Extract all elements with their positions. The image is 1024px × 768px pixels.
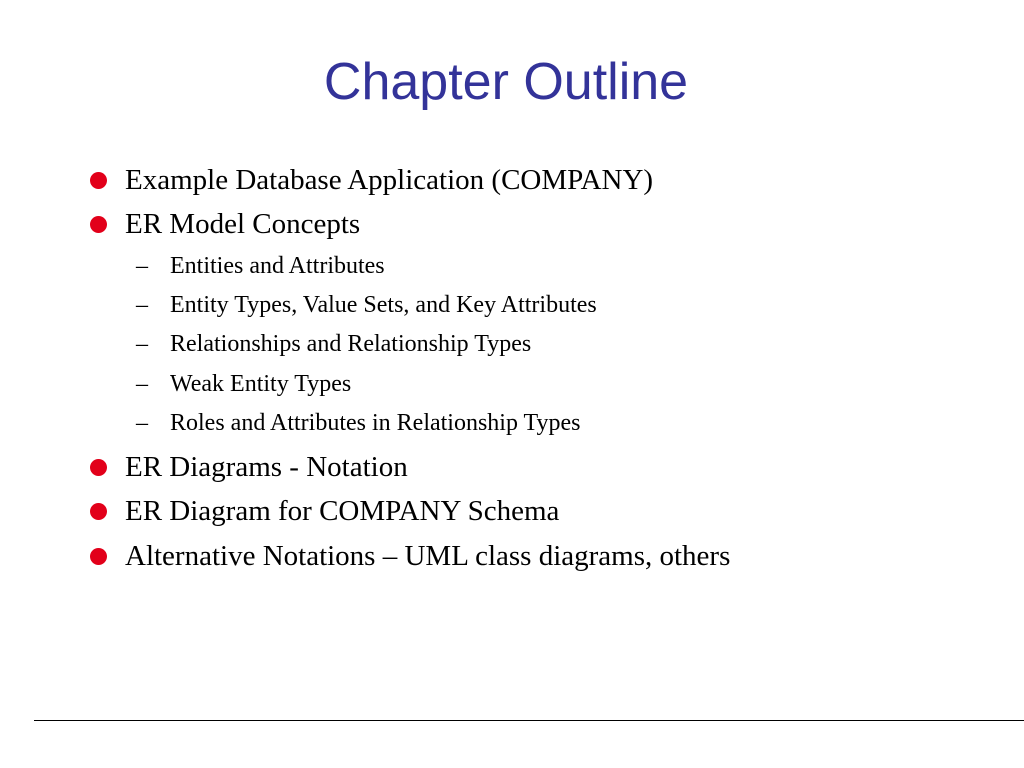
outline-item-er-model-concepts bbox=[90, 204, 360, 244]
dash-icon: – bbox=[136, 330, 148, 357]
outline-item-text: ER Diagrams - Notation bbox=[125, 450, 408, 483]
outline-item-er-diagrams-notation bbox=[90, 447, 408, 487]
bullet-icon bbox=[90, 459, 107, 476]
bullet-icon bbox=[90, 548, 107, 565]
outline-item-text: Alternative Notations – UML class diagrams, others bbox=[125, 539, 731, 572]
outline-item-text: ER Model Concepts bbox=[125, 207, 361, 240]
bullet-icon bbox=[90, 172, 107, 189]
sub-item-text: Weak Entity Types bbox=[170, 370, 352, 397]
sub-item-text: Entity Types, Value Sets, and Key Attributes bbox=[170, 291, 597, 318]
dash-icon: – bbox=[136, 291, 148, 318]
outline-item-text: ER Diagram for COMPANY Schema bbox=[125, 494, 560, 527]
sub-item-roles-attributes bbox=[136, 407, 581, 439]
dash-icon: – bbox=[136, 370, 148, 397]
sub-item-entity-types bbox=[136, 289, 597, 321]
sub-item-entities-attributes bbox=[136, 250, 385, 282]
dash-icon: – bbox=[136, 252, 148, 279]
sub-item-text: Roles and Attributes in Relationship Types bbox=[170, 409, 581, 436]
dash-icon: – bbox=[136, 409, 148, 436]
sub-item-weak-entity-types bbox=[136, 368, 351, 400]
outline-item-example-database bbox=[90, 160, 653, 200]
slide-title: Chapter Outline bbox=[323, 53, 689, 111]
sub-item-relationships bbox=[136, 328, 531, 360]
bullet-icon bbox=[90, 216, 107, 233]
outline-item-text: Example Database Application (COMPANY) bbox=[125, 163, 654, 196]
outline-item-alternative-notations bbox=[90, 536, 730, 576]
sub-item-text: Entities and Attributes bbox=[170, 252, 385, 279]
sub-item-text: Relationships and Relationship Types bbox=[170, 330, 532, 357]
bullet-icon bbox=[90, 503, 107, 520]
outline-item-er-diagram-company bbox=[90, 491, 559, 531]
footer-divider bbox=[34, 720, 1024, 721]
